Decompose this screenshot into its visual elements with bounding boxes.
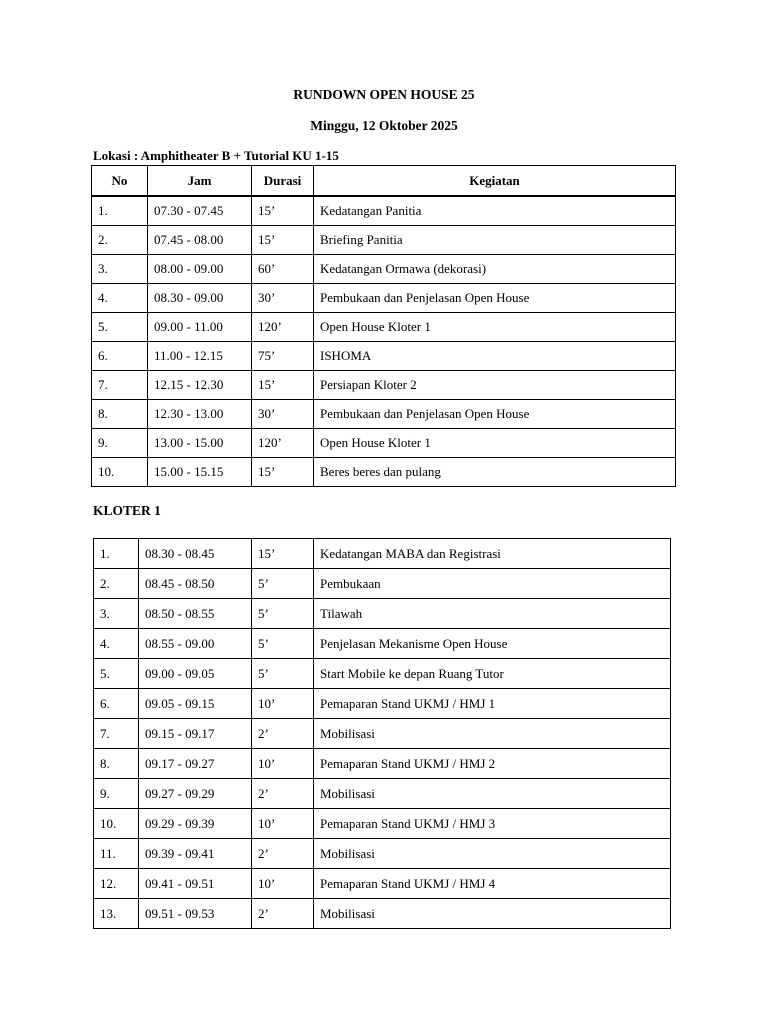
cell-jam: 08.45 - 08.50 (139, 569, 252, 599)
table-row (92, 255, 676, 284)
table-row (94, 719, 671, 749)
cell-no: 7. (92, 371, 148, 400)
cell-kegiatan: Open House Kloter 1 (314, 429, 676, 458)
table-row (92, 196, 676, 226)
cell-durasi: 2’ (252, 839, 314, 869)
cell-durasi: 10’ (252, 809, 314, 839)
cell-no: 5. (92, 313, 148, 342)
cell-kegiatan: Kedatangan Ormawa (dekorasi) (314, 255, 676, 284)
cell-kegiatan: Persiapan Kloter 2 (314, 371, 676, 400)
table-row (92, 458, 676, 487)
cell-durasi: 10’ (252, 869, 314, 899)
table-row (94, 599, 671, 629)
location-label: Lokasi : Amphitheater B + Tutorial KU 1-15 (93, 148, 339, 163)
header-durasi: Durasi (252, 166, 314, 197)
cell-jam: 08.00 - 09.00 (148, 255, 252, 284)
cell-no: 4. (94, 629, 139, 659)
cell-kegiatan: Pembukaan dan Penjelasan Open House (314, 400, 676, 429)
cell-no: 7. (94, 719, 139, 749)
cell-durasi: 75’ (252, 342, 314, 371)
table-row (94, 779, 671, 809)
cell-durasi: 5’ (252, 599, 314, 629)
cell-kegiatan: Mobilisasi (314, 839, 671, 869)
cell-kegiatan: Mobilisasi (314, 899, 671, 929)
cell-kegiatan: Briefing Panitia (314, 226, 676, 255)
cell-jam: 08.55 - 09.00 (139, 629, 252, 659)
cell-no: 9. (94, 779, 139, 809)
cell-durasi: 15’ (252, 196, 314, 226)
cell-no: 1. (92, 196, 148, 226)
table-row (92, 342, 676, 371)
cell-no: 3. (92, 255, 148, 284)
cell-durasi: 30’ (252, 400, 314, 429)
cell-durasi: 2’ (252, 899, 314, 929)
cell-jam: 09.00 - 09.05 (139, 659, 252, 689)
cell-jam: 08.30 - 09.00 (148, 284, 252, 313)
table-row (94, 869, 671, 899)
cell-kegiatan: ISHOMA (314, 342, 676, 371)
table-row (92, 371, 676, 400)
cell-jam: 12.15 - 12.30 (148, 371, 252, 400)
cell-jam: 13.00 - 15.00 (148, 429, 252, 458)
cell-durasi: 30’ (252, 284, 314, 313)
document-title: RUNDOWN OPEN HOUSE 25 (293, 87, 475, 102)
cell-jam: 09.05 - 09.15 (139, 689, 252, 719)
cell-kegiatan: Pemaparan Stand UKMJ / HMJ 4 (314, 869, 671, 899)
cell-jam: 09.15 - 09.17 (139, 719, 252, 749)
cell-durasi: 10’ (252, 749, 314, 779)
table-row (94, 659, 671, 689)
table-row (94, 539, 671, 569)
rundown-table (91, 165, 676, 487)
cell-durasi: 5’ (252, 629, 314, 659)
cell-jam: 08.50 - 08.55 (139, 599, 252, 629)
cell-kegiatan: Penjelasan Mekanisme Open House (314, 629, 671, 659)
cell-kegiatan: Pemaparan Stand UKMJ / HMJ 1 (314, 689, 671, 719)
cell-jam: 07.45 - 08.00 (148, 226, 252, 255)
cell-durasi: 2’ (252, 719, 314, 749)
cell-durasi: 15’ (252, 458, 314, 487)
cell-jam: 12.30 - 13.00 (148, 400, 252, 429)
header-no: No (92, 166, 148, 197)
table-row (94, 689, 671, 719)
header-kegiatan: Kegiatan (314, 166, 676, 197)
cell-no: 3. (94, 599, 139, 629)
table-row (94, 749, 671, 779)
cell-durasi: 5’ (252, 569, 314, 599)
cell-jam: 11.00 - 12.15 (148, 342, 252, 371)
table-row (92, 400, 676, 429)
table-row (92, 313, 676, 342)
table-row (92, 429, 676, 458)
cell-jam: 09.00 - 11.00 (148, 313, 252, 342)
cell-durasi: 15’ (252, 539, 314, 569)
cell-durasi: 5’ (252, 659, 314, 689)
cell-jam: 08.30 - 08.45 (139, 539, 252, 569)
cell-no: 6. (92, 342, 148, 371)
cell-kegiatan: Pemaparan Stand UKMJ / HMJ 2 (314, 749, 671, 779)
cell-no: 10. (92, 458, 148, 487)
cell-kegiatan: Kedatangan Panitia (314, 196, 676, 226)
table-row (92, 226, 676, 255)
cell-no: 6. (94, 689, 139, 719)
cell-no: 4. (92, 284, 148, 313)
cell-no: 2. (94, 569, 139, 599)
cell-durasi: 10’ (252, 689, 314, 719)
cell-durasi: 15’ (252, 226, 314, 255)
cell-durasi: 15’ (252, 371, 314, 400)
table-row (94, 629, 671, 659)
rundown-table-body (92, 196, 676, 487)
event-date: Minggu, 12 Oktober 2025 (310, 118, 458, 133)
table-row (94, 569, 671, 599)
table-row (94, 839, 671, 869)
cell-kegiatan: Pemaparan Stand UKMJ / HMJ 3 (314, 809, 671, 839)
cell-kegiatan: Mobilisasi (314, 719, 671, 749)
cell-kegiatan: Pembukaan dan Penjelasan Open House (314, 284, 676, 313)
kloter1-table (93, 538, 671, 929)
cell-kegiatan: Open House Kloter 1 (314, 313, 676, 342)
cell-no: 11. (94, 839, 139, 869)
cell-jam: 09.39 - 09.41 (139, 839, 252, 869)
cell-no: 9. (92, 429, 148, 458)
cell-jam: 09.29 - 09.39 (139, 809, 252, 839)
table-row (94, 899, 671, 929)
cell-durasi: 120’ (252, 429, 314, 458)
cell-durasi: 2’ (252, 779, 314, 809)
cell-no: 10. (94, 809, 139, 839)
cell-kegiatan: Tilawah (314, 599, 671, 629)
cell-jam: 07.30 - 07.45 (148, 196, 252, 226)
cell-kegiatan: Kedatangan MABA dan Registrasi (314, 539, 671, 569)
cell-kegiatan: Mobilisasi (314, 779, 671, 809)
table-row (94, 809, 671, 839)
cell-jam: 09.41 - 09.51 (139, 869, 252, 899)
cell-durasi: 120’ (252, 313, 314, 342)
header-jam: Jam (148, 166, 252, 197)
kloter1-table-body (94, 539, 671, 929)
cell-durasi: 60’ (252, 255, 314, 284)
cell-no: 13. (94, 899, 139, 929)
cell-kegiatan: Beres beres dan pulang (314, 458, 676, 487)
cell-jam: 09.27 - 09.29 (139, 779, 252, 809)
cell-jam: 15.00 - 15.15 (148, 458, 252, 487)
cell-no: 2. (92, 226, 148, 255)
cell-kegiatan: Start Mobile ke depan Ruang Tutor (314, 659, 671, 689)
cell-jam: 09.17 - 09.27 (139, 749, 252, 779)
cell-no: 1. (94, 539, 139, 569)
table-row (92, 284, 676, 313)
cell-no: 8. (92, 400, 148, 429)
cell-jam: 09.51 - 09.53 (139, 899, 252, 929)
cell-no: 5. (94, 659, 139, 689)
kloter1-title: KLOTER 1 (93, 503, 161, 518)
cell-kegiatan: Pembukaan (314, 569, 671, 599)
table-header-row (92, 166, 676, 197)
cell-no: 8. (94, 749, 139, 779)
cell-no: 12. (94, 869, 139, 899)
